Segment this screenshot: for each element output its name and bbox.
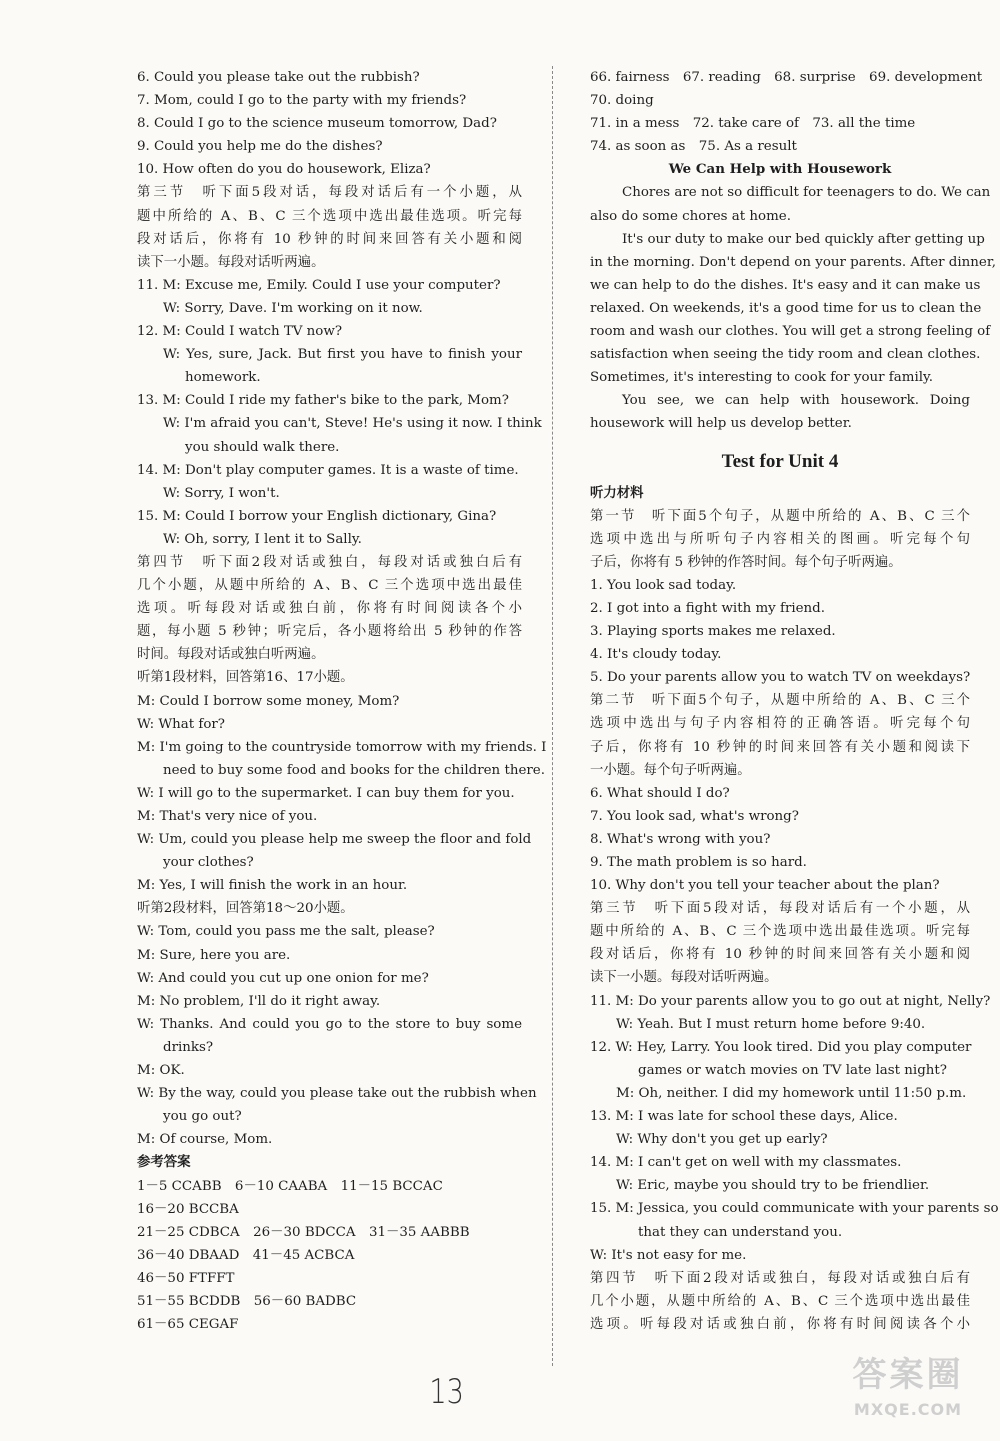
- right-text-line: 4. It's cloudy today.: [590, 647, 722, 663]
- left-text-line: 读下一小题。每段对话听两遍。: [137, 254, 325, 270]
- left-text-line: 7. Mom, could I go to the party with my friends?: [137, 93, 467, 109]
- left-text-line: W: Yes, sure, Jack. But first you have to finish your: [163, 347, 522, 363]
- left-column: [137, 66, 547, 1336]
- right-text-line: 题中所给的 A、B、C 三个选项中选出最佳选项。听完每: [590, 924, 970, 940]
- left-text-line: you should walk there.: [185, 439, 340, 455]
- left-text-line: 11. M: Excuse me, Emily. Could I use your computer?: [137, 277, 501, 293]
- left-text-line: W: Oh, sorry, I lent it to Sally.: [163, 531, 362, 547]
- left-text-line: need to buy some food and books for the children there.: [163, 762, 545, 778]
- right-text-line: W: Yeah. But I must return home before 9:40.: [616, 1016, 926, 1032]
- left-text-line: M: No problem, I'll do it right away.: [137, 993, 381, 1009]
- left-text-line: 16－20 BCCBA: [137, 1201, 239, 1217]
- right-text-line: relaxed. On weekends, it's a good time for us to clean the: [590, 300, 982, 316]
- right-text-line: in the morning. Don't depend on your parents. After dinner,: [590, 254, 997, 270]
- right-text-line: 74. as soon as 75. As a result: [590, 139, 797, 155]
- left-text-line: W: Thanks. And could you go to the store to buy some: [137, 1016, 522, 1032]
- left-text-line: W: What for?: [137, 716, 225, 732]
- right-text-line: 1. You look sad today.: [590, 577, 737, 593]
- left-text-line: W: Sorry, Dave. I'm working on it now.: [163, 300, 423, 316]
- right-text-line: Test for Unit 4: [721, 450, 839, 472]
- left-text-line: W: I'm afraid you can't, Steve! He's using it now. I think: [163, 416, 542, 432]
- left-text-line: 10. How often do you do housework, Eliza?: [137, 162, 431, 178]
- left-text-line: your clothes?: [163, 855, 254, 871]
- right-text-line: we can help to do the dishes. It's easy and it can make us: [590, 277, 981, 293]
- left-text-line: 题中所给的 A、B、C 三个选项中选出最佳选项。听完每: [137, 208, 522, 224]
- left-text-line: M: Sure, here you are.: [137, 947, 291, 963]
- right-text-line: 66. fairness 67. reading 68. surprise 69. development: [590, 70, 983, 85]
- left-text-line: M: Could I borrow some money, Mom?: [137, 693, 400, 709]
- left-text-line: 15. M: Could I borrow your English dictionary, Gina?: [137, 508, 497, 524]
- left-text-line: 6. Could you please take out the rubbish?: [137, 70, 420, 85]
- right-text-line: 选项中选出与所听句子内容相关的图画。听完每个句: [590, 531, 970, 547]
- right-text-line: that they can understand you.: [638, 1224, 843, 1240]
- right-text-line: 5. Do your parents allow you to watch TV on weekdays?: [590, 670, 971, 686]
- right-text-line: also do some chores at home.: [590, 208, 791, 224]
- left-text-line: 14. M: Don't play computer games. It is a waste of time.: [137, 462, 519, 478]
- left-text-line: 9. Could you help me do the dishes?: [137, 139, 383, 155]
- left-text-line: W: By the way, could you please take out the rubbish when: [137, 1086, 537, 1102]
- left-text-line: M: That's very nice of you.: [137, 809, 318, 824]
- left-text-line: 几个小题，从题中所给的 A、B、C 三个选项中选出最佳: [137, 578, 522, 594]
- left-text-line: 听第2段材料，回答第18～20小题。: [137, 901, 354, 917]
- left-text-line: 第四节 听下面2段对话或独白，每段对话或独白后有: [137, 554, 522, 570]
- right-text-line: 2. I got into a fight with my friend.: [590, 600, 826, 616]
- left-text-line: 8. Could I go to the science museum tomorrow, Dad?: [137, 116, 497, 132]
- right-text-line: It's our duty to make our bed quickly after getting up: [622, 231, 985, 247]
- right-text-line: 选项。听每段对话或独白前，你将有时间阅读各个小: [590, 1316, 970, 1332]
- left-text-line: 21－25 CDBCA 26－30 BDCCA 31－35 AABBB: [137, 1224, 470, 1240]
- left-text-line: 36－40 DBAAD 41－45 ACBCA: [137, 1247, 355, 1263]
- column-divider: [552, 66, 553, 1366]
- right-text-line: 7. You look sad, what's wrong?: [590, 808, 799, 824]
- right-text-line: 8. What's wrong with you?: [590, 831, 771, 847]
- right-text-line: 第四节 听下面2段对话或独白，每段对话或独白后有: [590, 1270, 970, 1286]
- right-text-line: 子后，你将有 10 秒钟的时间来回答有关小题和阅读下: [590, 739, 970, 755]
- right-column: [590, 66, 999, 1336]
- left-text-line: W: Um, could you please help me sweep the floor and fold: [137, 832, 532, 848]
- right-text-line: 几个小题，从题中所给的 A、B、C 三个选项中选出最佳: [590, 1293, 970, 1309]
- right-text-line: 70. doing: [590, 93, 654, 109]
- right-text-line: 71. in a mess 72. take care of 73. all the time: [590, 116, 916, 132]
- left-text-line: 46－50 FTFFT: [137, 1270, 235, 1286]
- right-text-line: 段对话后，你将有 10 秒钟的时间来回答有关小题和阅: [590, 947, 970, 963]
- watermark-logo: [828, 1352, 988, 1434]
- left-text-line: 段对话后，你将有 10 秒钟的时间来回答有关小题和阅: [137, 231, 522, 247]
- page-number: 13: [429, 1372, 464, 1412]
- right-text-line: 读下一小题。每段对话听两遍。: [590, 970, 778, 986]
- right-text-line: 选项中选出与句子内容相符的正确答语。听完每个句: [590, 716, 970, 732]
- right-text-line: 15. M: Jessica, you could communicate with your parents so: [590, 1201, 999, 1217]
- right-text-line: 13. M: I was late for school these days, Alice.: [590, 1109, 898, 1125]
- right-text-line: 12. W: Hey, Larry. You look tired. Did you play computer: [590, 1039, 972, 1055]
- left-text-line: W: Sorry, I won't.: [163, 485, 280, 501]
- left-text-line: 选项。听每段对话或独白前，你将有时间阅读各个小: [137, 601, 522, 617]
- right-text-line: 6. What should I do?: [590, 785, 730, 801]
- left-text-line: 1－5 CCABB 6－10 CAABA 11－15 BCCAC: [137, 1178, 443, 1194]
- right-text-line: 11. M: Do your parents allow you to go out at night, Nelly?: [590, 993, 991, 1009]
- right-text-line: 第一节 听下面5个句子，从题中所给的 A、B、C 三个: [590, 508, 970, 524]
- right-text-line: games or watch movies on TV late last night?: [638, 1062, 947, 1078]
- right-text-line: W: Why don't you get up early?: [616, 1132, 828, 1148]
- left-text-line: 题，每小题 5 秒钟；听完后，各小题将给出 5 秒钟的作答: [137, 624, 522, 640]
- right-text-line: 14. M: I can't get on well with my classmates.: [590, 1155, 902, 1171]
- left-text-line: 听第1段材料，回答第16、17小题。: [137, 670, 354, 686]
- right-text-line: 第三节 听下面5段对话，每段对话后有一个小题，从: [590, 901, 970, 917]
- left-text-line: W: And could you cut up one onion for me?: [137, 970, 429, 986]
- right-text-line: 9. The math problem is so hard.: [590, 855, 807, 870]
- left-text-line: you go out?: [163, 1109, 242, 1125]
- right-text-line: M: Oh, neither. I did my homework until 11:50 p.m.: [616, 1085, 967, 1101]
- left-text-line: M: I'm going to the countryside tomorrow with my friends. I: [137, 739, 547, 755]
- left-text-line: 51－55 BCDDB 56－60 BADBC: [137, 1293, 357, 1309]
- right-text-line: 3. Playing sports makes me relaxed.: [590, 624, 836, 640]
- right-text-line: room and wash our clothes. You will get a strong feeling of: [590, 324, 991, 340]
- left-text-line: W: I will go to the supermarket. I can buy them for you.: [137, 785, 515, 801]
- watermark-url: MXQE.COM: [853, 1400, 963, 1419]
- right-text-line: housework will help us develop better.: [590, 416, 852, 432]
- right-text-line: You see, we can help with housework. Doing: [622, 393, 970, 409]
- right-text-line: 一小题。每个句子听两遍。: [590, 762, 751, 778]
- left-text-line: 参考答案: [137, 1154, 191, 1171]
- left-text-line: 时间。每段对话或独白听两遍。: [137, 647, 325, 663]
- right-text-line: Sometimes, it's interesting to cook for your family.: [590, 370, 934, 386]
- left-text-line: M: OK.: [137, 1063, 185, 1079]
- left-text-line: 13. M: Could I ride my father's bike to the park, Mom?: [137, 393, 509, 409]
- left-text-line: homework.: [185, 370, 261, 386]
- left-text-line: W: Tom, could you pass me the salt, please?: [137, 924, 435, 940]
- right-text-line: 10. Why don't you tell your teacher about the plan?: [590, 878, 940, 894]
- right-text-line: Chores are not so difficult for teenagers to do. We can: [622, 185, 991, 201]
- watermark-title: 答案圈: [852, 1355, 964, 1395]
- left-text-line: 12. M: Could I watch TV now?: [137, 324, 343, 340]
- left-text-line: drinks?: [163, 1039, 214, 1055]
- left-text-line: 第三节 听下面5段对话，每段对话后有一个小题，从: [137, 185, 522, 201]
- left-text-line: 61－65 CEGAF: [137, 1317, 239, 1333]
- right-text-line: We Can Help with Housework: [668, 161, 892, 178]
- left-text-line: M: Of course, Mom.: [137, 1132, 273, 1148]
- right-text-line: 子后，你将有 5 秒钟的作答时间。每个句子听两遍。: [590, 554, 902, 570]
- right-text-line: 听力材料: [590, 484, 644, 501]
- right-text-line: 第二节 听下面5个句子，从题中所给的 A、B、C 三个: [590, 693, 970, 709]
- right-text-line: W: Eric, maybe you should try to be friendlier.: [616, 1178, 930, 1194]
- left-text-line: M: Yes, I will finish the work in an hour.: [137, 878, 408, 894]
- right-text-line: satisfaction when seeing the tidy room and clean clothes.: [590, 347, 981, 363]
- right-text-line: W: It's not easy for me.: [590, 1247, 747, 1263]
